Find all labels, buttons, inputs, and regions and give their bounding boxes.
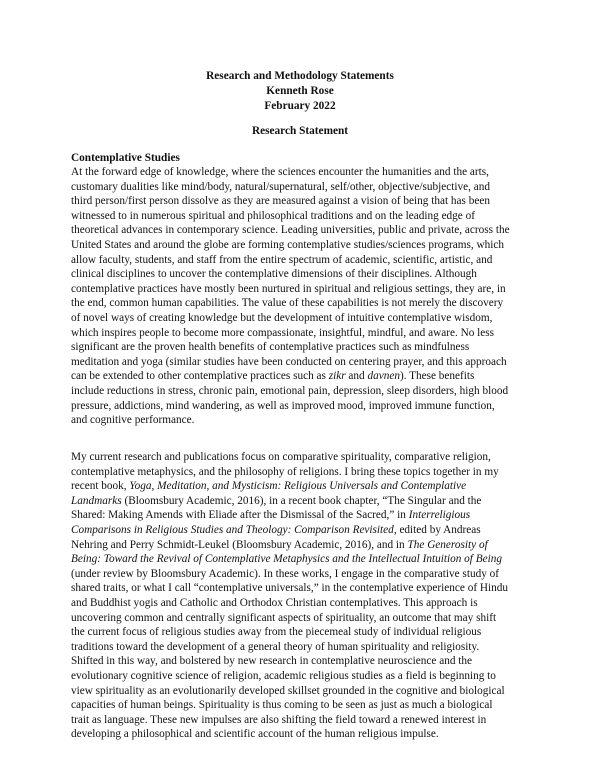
book-title: Interreligious: [408, 509, 471, 522]
document-date: February 2022: [264, 100, 336, 112]
paragraph-line: [71, 479, 541, 494]
document-title: Research and Methodology Statements: [206, 70, 394, 82]
paragraph-line: [71, 552, 541, 567]
section-title: Research Statement: [251, 125, 349, 137]
paragraph-line: meditation and yoga (similar studies have been conducted on centering prayer, and this approach: [71, 355, 507, 368]
paragraph-current-research: [71, 450, 541, 742]
paragraph-line: pressure, addictions, mind wandering, as well as improved mood, improved immune function,: [71, 399, 495, 412]
document-header: [0, 69, 600, 114]
paragraph-line: United States and around the globe are forming contemplative studies/sciences programs, which: [71, 238, 505, 251]
term-davnen: davnen: [367, 370, 400, 383]
paragraph-line: [71, 523, 541, 538]
paragraph-line: My current research and publications focus on comparative spirituality, comparative religion,: [71, 451, 491, 463]
paragraph-line: [71, 508, 541, 523]
paragraph-line: significant are the proven health benefits of contemplative practices such as mindfulness: [71, 341, 470, 354]
paragraph-line: contemplative practices have mostly been nurtured in spiritual and religious settings, they are, in: [71, 282, 506, 295]
paragraph-line: clinical disciplines to uncover the contemplative dimensions of their disciplines. Although: [71, 268, 477, 281]
paragraph-line: allow faculty, students, and staff from the entire spectrum of academic, scientific, artistic, and: [71, 253, 493, 266]
paragraph-contemplative-studies: [71, 165, 541, 428]
book-title: Comparisons in Religious Studies and Theology: Comparison Revisited: [71, 523, 394, 536]
paragraph-line: [71, 538, 541, 553]
paragraph-line: Shifted in this way, and bolstered by new research in contemplative neuroscience and the: [71, 655, 473, 668]
book-title: The Generosity of: [407, 538, 488, 551]
subheading: Contemplative Studies: [71, 152, 180, 164]
paragraph-line: shared traits, or what I call “contemplative universals,” in the contemplative experience of Hindu: [71, 582, 509, 595]
text-run: ). These benefits: [399, 370, 475, 383]
text-run: recent book,: [71, 480, 130, 493]
paragraph-line: trait as language. These new impulses are also shifting the field toward a renewed interest in: [71, 713, 487, 726]
text-run: and: [345, 370, 368, 383]
text-run: , edited by Andreas: [393, 523, 481, 536]
paragraph-line: uncovering common and centrally significant aspects of spirituality, an outcome that may shift: [71, 611, 497, 624]
author-name: Kenneth Rose: [266, 85, 334, 97]
text-run: Nehring and Perry Schmidt-Leukel (Bloomsbury Academic, 2016), and in: [71, 538, 408, 551]
paragraph-line: and Buddhist yogis and Catholic and Orthodox Christian contemplatives. This approach is: [71, 596, 478, 609]
paragraph-line: witnessed to in numerous spiritual and philosophical traditions and on the leading edge of: [71, 209, 475, 222]
book-title: Yoga, Meditation, and Mysticism: Religious Universals and Contemplative: [129, 480, 467, 493]
paragraph-line: the end, common human capabilities. The value of these capabilities is not merely the discovery: [71, 297, 504, 310]
paragraph-line: and cognitive performance.: [71, 414, 195, 427]
paragraph-line: theoretical advances in contemporary science. Leading universities, public and private, across the: [71, 224, 510, 237]
paragraph-line: contemplative metaphysics, and the philosophy of religions. I bring these topics together in my: [71, 465, 499, 478]
paragraph-line: At the forward edge of knowledge, where the sciences encounter the humanities and the arts,: [71, 166, 489, 178]
text-run: can be extended to other contemplative practices such as: [71, 370, 329, 383]
paragraph-line: third person/first person dissolve as they are measured against a vision of being that has been: [71, 195, 490, 208]
paragraph-line: (under review by Bloomsbury Academic). In these works, I engage in the comparative study of: [71, 567, 499, 580]
paragraph-line: capacities of human beings. Spirituality is thus coming to be seen as just as much a biological: [71, 699, 493, 712]
paragraph-line: the current focus of religious studies away from the piecemeal study of individual religious: [71, 626, 482, 639]
paragraph-line: [71, 369, 541, 384]
paragraph-line: of novel ways of creating knowledge but the development of intuitive contemplative wisdom,: [71, 311, 493, 324]
text-run: (Bloomsbury Academic, 2016), in a recent book chapter, “The Singular and the: [121, 494, 482, 507]
book-title: Landmarks: [71, 494, 122, 507]
book-title: Being: Toward the Revival of Contemplative Metaphysics and the Intellectual Intuition of Being: [71, 553, 502, 566]
paragraph-line: developing a philosophical and scientific account of the human religious impulse.: [71, 728, 439, 741]
paragraph-line: customary dualities like mind/body, natural/supernatural, self/other, objective/subjective, and: [71, 180, 491, 193]
paragraph-line: traditions toward the development of a general theory of human spirituality and religiosity.: [71, 640, 480, 653]
term-zikr: zikr: [328, 370, 346, 383]
paragraph-line: view spirituality as an evolutionarily developed skillset grounded in the cognitive and biological: [71, 684, 505, 697]
paragraph-line: [71, 494, 541, 509]
paragraph-line: include reductions in stress, chronic pain, emotional pain, depression, sleep disorders, high blood: [71, 384, 509, 397]
paragraph-line: which inspires people to become more compassionate, insightful, mindful, and aware. No less: [71, 326, 495, 339]
text-run: Shared: Making Amends with Eliade after the Dismissal of the Sacred,” in: [71, 509, 409, 522]
paragraph-line: evolutionary cognitive science of religion, academic religious studies as a field is beginning to: [71, 669, 496, 682]
